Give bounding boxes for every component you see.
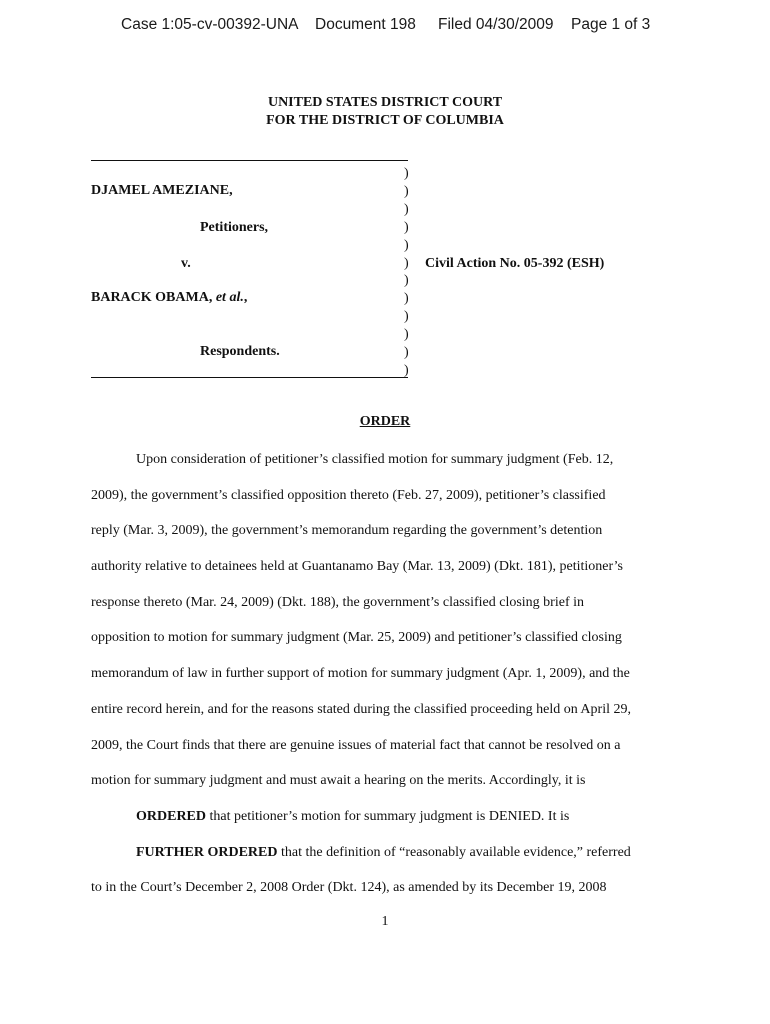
caption-paren: ) — [404, 291, 409, 307]
respondent-name — [91, 290, 247, 306]
order-paragraph-line: reply (Mar. 3, 2009), the government’s memorandum regarding the government’s detention — [91, 523, 603, 538]
caption-bottom-rule — [91, 377, 408, 378]
order-title: ORDER — [359, 414, 411, 429]
caption-parentheses — [404, 165, 409, 380]
order-paragraph-line: Upon consideration of petitioner’s classified motion for summary judgment (Feb. 12, — [136, 452, 614, 467]
order-paragraph-line: authority relative to detainees held at Guantanamo Bay (Mar. 13, 2009) (Dkt. 181), petitioner’s — [91, 559, 623, 574]
respondent-et-al: et al. — [215, 290, 244, 305]
order-paragraph-line: opposition to motion for summary judgment (Mar. 25, 2009) and petitioner’s classified closing — [91, 630, 622, 645]
further-ordered-text: that the definition of “reasonably available evidence,” referred — [277, 845, 631, 860]
filed-date: Filed 04/30/2009 — [438, 16, 554, 33]
order-paragraph-line: response thereto (Mar. 24, 2009) (Dkt. 188), the government’s classified closing brief in — [91, 595, 584, 610]
respondents-label: Respondents. — [200, 344, 280, 359]
civil-action-number: Civil Action No. 05-392 (ESH) — [425, 256, 605, 271]
further-ordered-clause — [136, 845, 631, 861]
caption-paren: ) — [404, 309, 409, 325]
court-name: UNITED STATES DISTRICT COURT — [267, 95, 503, 110]
caption-paren: ) — [404, 362, 409, 378]
petitioner-name: DJAMEL AMEZIANE, — [91, 183, 233, 198]
order-paragraph-line: 2009), the government’s classified opposition thereto (Feb. 27, 2009), petitioner’s classified — [91, 488, 606, 503]
caption-top-rule — [91, 160, 408, 161]
versus: v. — [181, 256, 191, 271]
respondent-name-text: BARACK OBAMA, — [91, 290, 213, 305]
order-paragraph-line: entire record herein, and for the reasons stated during the classified proceeding held on April 29, — [91, 702, 631, 717]
caption-paren: ) — [404, 166, 409, 181]
caption-paren: ) — [404, 183, 409, 199]
caption-paren: ) — [404, 255, 409, 271]
caption-paren: ) — [404, 345, 409, 361]
case-number: Case 1:05-cv-00392-UNA — [121, 16, 299, 33]
caption-paren: ) — [404, 237, 409, 253]
caption-paren: ) — [404, 273, 409, 289]
further-ordered-keyword: FURTHER ORDERED — [136, 845, 278, 860]
order-paragraph-line: motion for summary judgment and must await a hearing on the merits. Accordingly, it is — [91, 773, 586, 788]
ordered-clause — [136, 809, 569, 825]
order-paragraph-line: to in the Court’s December 2, 2008 Order (Dkt. 124), as amended by its December 19, 2008 — [91, 880, 607, 895]
order-paragraph-line: memorandum of law in further support of motion for summary judgment (Apr. 1, 2009), and the — [91, 666, 630, 681]
page-number: 1 — [381, 914, 389, 929]
caption-paren: ) — [404, 201, 409, 217]
page-indicator: Page 1 of 3 — [571, 16, 651, 33]
document-number: Document 198 — [315, 16, 416, 33]
court-heading — [0, 94, 770, 130]
petitioners-label: Petitioners, — [200, 220, 269, 235]
court-district: FOR THE DISTRICT OF COLUMBIA — [266, 113, 504, 128]
caption-paren: ) — [404, 327, 409, 343]
ordered-text: that petitioner’s motion for summary judgment is DENIED. It is — [206, 809, 570, 824]
respondent-comma: , — [243, 290, 248, 305]
caption-paren: ) — [404, 219, 409, 235]
order-paragraph-line: 2009, the Court finds that there are genuine issues of material fact that cannot be resolved on a — [91, 738, 621, 753]
ordered-keyword: ORDERED — [136, 809, 207, 824]
